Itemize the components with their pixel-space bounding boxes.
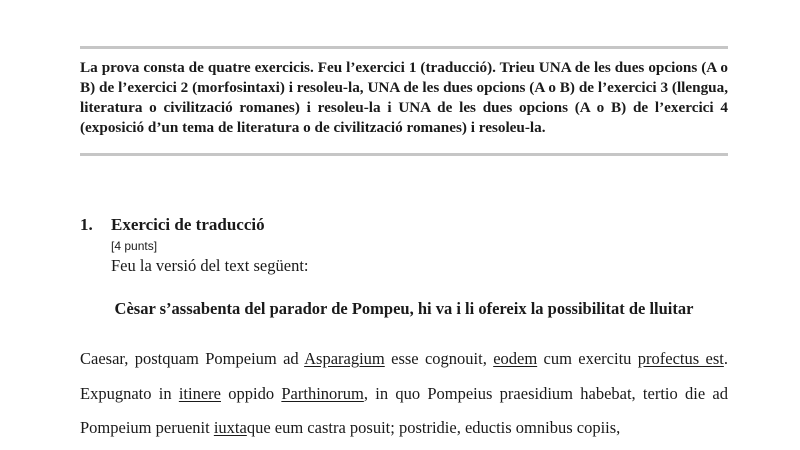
exercise-points: [4 punts] — [111, 239, 158, 253]
text-segment: . Expugnato in — [80, 349, 728, 403]
underlined-word: iuxta — [213, 418, 247, 437]
exercise-instruction: Feu la versió del text següent: — [111, 256, 309, 275]
underlined-word: itinere — [178, 383, 221, 403]
bottom-divider — [80, 153, 728, 156]
text-segment: cum exercitu — [537, 349, 638, 368]
top-divider — [80, 46, 728, 49]
underlined-word: Asparagium — [304, 349, 385, 368]
underlined-word: profectus est — [637, 349, 724, 368]
text-segment: Caesar, postquam Pompeium ad — [80, 349, 305, 368]
latin-passage — [80, 342, 728, 446]
text-segment: que eum castra posuit; postridie, eductis omnibus copiis, — [246, 418, 621, 437]
text-segment: , in quo Pompeius praesidium habebat, tertio die ad Pompeium peruenit — [80, 383, 728, 437]
exercise-number: 1. — [80, 215, 93, 234]
text-segment: esse cognouit, — [384, 349, 494, 368]
text-segment: oppido — [221, 383, 282, 403]
underlined-word: eodem — [493, 349, 538, 368]
text-title: Cèsar s’assabenta del parador de Pompeu, hi va i li ofereix la possibilitat de lluitar — [114, 299, 694, 318]
underlined-word: Parthinorum — [281, 383, 364, 403]
exam-instructions: La prova consta de quatre exercicis. Feu l’exercici 1 (traducció). Trieu UNA de les dues opcions (A o B) de l’exercici 2 (morfosintaxi) i resoleu-la, UNA de les dues opcions (A o B) de l’exercici 3 (llengua, literatura o civilització romanes) i resoleu-la i UNA de les dues opcions (A o B) de l’exercici 4 (exposició d’un tema de literatura o de civilització romanes) i resoleu-la. — [80, 59, 728, 136]
exercise-title: Exercici de traducció — [111, 215, 265, 234]
